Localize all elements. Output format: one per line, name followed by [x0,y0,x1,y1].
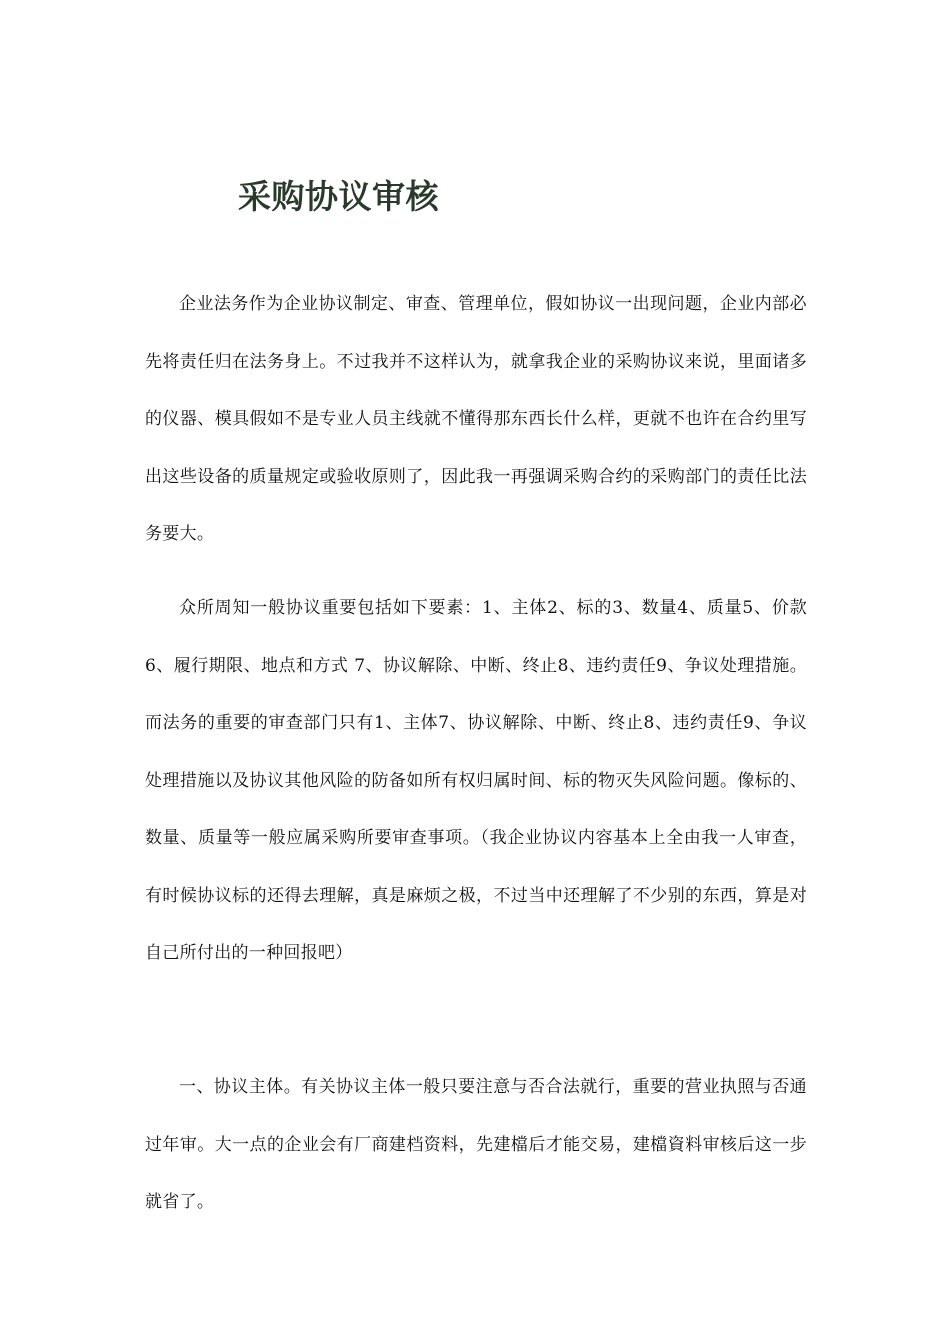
paragraph-1: 企业法务作为企业协议制定、审查、管理单位，假如协议一出现问题，企业内部必先将责任归在法务身上。不过我并不这样认为，就拿我企业的采购协议来说，里面诸多的仪器、模具假如不是专业人员主线就不懂得那东西长什么样，更就不也许在合约里写出这些设备的质量规定或验收原则了，因此我一再强调采购合约的采购部门的责任比法务要大。 [145,294,807,544]
paragraph-3: 一、协议主体。有关协议主体一般只要注意与否合法就行，重要的营业执照与否通过年审。大一点的企业会有厂商建档资料，先建檔后才能交易，建檔資料审核后这一步就省了。 [145,1077,807,1212]
paragraph-2: 众所周知一般协议重要包括如下要素：1、主体2、标的3、数量4、质量5、价款6、履行期限、地点和方式 7、协议解除、中断、终止8、违约责任9、争议处理措施。而法务的重要的审查部门只有1、主体7、协议解除、中断、终止8、违约责任9、争议处理措施以及协议其他风险的防备如所有权归属时间、标的物灭失风险问题。像标的、数量、质量等一般应属采购所要审查事项。（我企业协议内容基本上全由我一人审查，有时候协议标的还得去理解，真是麻烦之极，不过当中还理解了不少别的东西，算是对自己所付出的一种回报吧） [145,598,807,963]
document-title: 采购协议审核 [238,177,439,216]
